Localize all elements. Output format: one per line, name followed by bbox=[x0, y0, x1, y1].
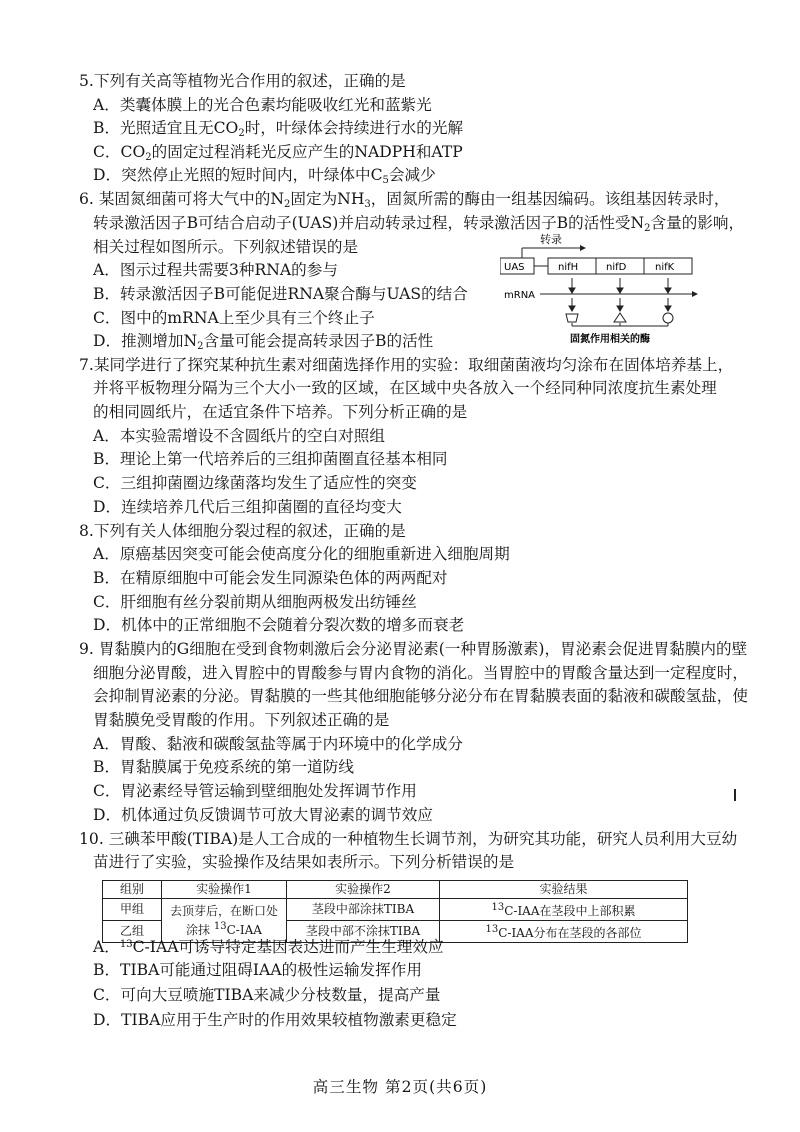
table-header-row bbox=[103, 881, 688, 899]
q10-stem-line-1: 10. 三碘苯甲酸(TIBA)是人工合成的一种植物生长调节剂，为研究其功能，研究人员利用大豆幼 bbox=[79, 830, 738, 848]
q8-option-b: B．在精原细胞中可能会发生同源染色体的两两配对 bbox=[93, 569, 448, 587]
q9-stem-line-4: 胃黏膜免受胃酸的作用。下列叙述正确的是 bbox=[93, 711, 390, 729]
q5-option-c: C．$CO_2$的固定过程消耗光反应产生的NADPH和ATP bbox=[93, 143, 463, 163]
transcribe-label: 转录 bbox=[540, 233, 562, 246]
q5-option-d: D．突然停止光照的短时间内，叶绿体中$C_5$会减少 bbox=[93, 166, 436, 186]
gene-nifH: nifH bbox=[558, 262, 579, 273]
table-cell: $^{13}$C-IAA在茎段中上部积累 bbox=[440, 899, 688, 921]
q6-stem-line-2: 转录激活因子B可结合启动子(UAS)并启动转录过程，转录激活因子B的活性受$N_2$含量的影响， bbox=[93, 214, 745, 234]
page-footer: 高三生物 第2页(共6页) bbox=[312, 1078, 488, 1096]
q9-option-a: A．胃酸、黏液和碳酸氢盐等属于内环境中的化学成分 bbox=[93, 735, 463, 753]
table-cell-operation-1: 去顶芽后，在断口处 涂抹 $^{13}$C-IAA bbox=[162, 899, 287, 943]
table-row bbox=[103, 899, 688, 921]
q9-option-d: D．机体通过负反馈调节可放大胃泌素的调节效应 bbox=[93, 806, 433, 824]
q9-stem-line-2: 细胞分泌胃酸，进入胃腔中的胃酸参与胃内食物的消化。当胃腔中的胃酸含量达到一定程度时， bbox=[93, 664, 748, 682]
q7-option-b: B．理论上第一代培养后的三组抑菌圈直径基本相同 bbox=[93, 450, 448, 468]
table-cell: 甲组 bbox=[103, 899, 162, 921]
q6-option-a: A．图示过程共需要3种RNA的参与 bbox=[93, 261, 338, 279]
enzyme-shape-3 bbox=[663, 313, 673, 323]
table-cell: 茎段中部涂抹TIBA bbox=[287, 899, 440, 921]
q7-option-c: C．三组抑菌圈边缘菌落均发生了适应性的突变 bbox=[93, 474, 417, 492]
q9-option-b: B．胃黏膜属于免疫系统的第一道防线 bbox=[93, 758, 354, 776]
q8-option-a: A．原癌基因突变可能会使高度分化的细胞重新进入细胞周期 bbox=[93, 545, 510, 563]
gene-nifD: nifD bbox=[606, 262, 627, 273]
q6-stem-line-3: 相关过程如图所示。下列叙述错误的是 bbox=[93, 238, 359, 256]
experiment-table bbox=[102, 880, 688, 943]
q9-option-c: C．胃泌素经导管运输到壁细胞处发挥调节作用 bbox=[93, 782, 417, 800]
q6-option-c: C．图中的mRNA上至少具有三个终止子 bbox=[93, 309, 375, 327]
table-cell: 乙组 bbox=[103, 921, 162, 943]
table-header: 实验操作1 bbox=[162, 881, 287, 899]
q5-stem: 5.下列有关高等植物光合作用的叙述，正确的是 bbox=[79, 72, 406, 90]
table-header: 实验结果 bbox=[440, 881, 688, 899]
margin-mark bbox=[734, 789, 736, 801]
q10-stem-line-2: 苗进行了实验，实验操作及结果如表所示。下列分析错误的是 bbox=[93, 853, 515, 871]
table-header: 组别 bbox=[103, 881, 162, 899]
q6-option-d: D．推测增加$N_2$含量可能会提高转录因子B的活性 bbox=[93, 332, 434, 352]
q7-stem-line-1: 7.某同学进行了探究某种抗生素对细菌选择作用的实验：取细菌菌液均匀涂布在固体培养基上， bbox=[79, 356, 734, 374]
q7-option-a: A．本实验需增设不含圆纸片的空白对照组 bbox=[93, 427, 385, 445]
uas-label: UAS bbox=[504, 262, 525, 273]
table-cell: $^{13}$C-IAA分布在茎段的各部位 bbox=[440, 921, 688, 943]
gene-nifK: nifK bbox=[655, 262, 675, 273]
enzyme-shape-2 bbox=[614, 313, 626, 322]
q9-stem-line-1: 9. 胃黏膜内的G细胞在受到食物刺激后会分泌胃泌素(一种胃肠激素)，胃泌素会促进胃黏膜内的壁 bbox=[79, 640, 748, 658]
q8-stem: 8.下列有关人体细胞分裂过程的叙述，正确的是 bbox=[79, 522, 406, 540]
table-header: 实验操作2 bbox=[287, 881, 440, 899]
table-cell: 茎段中部不涂抹TIBA bbox=[287, 921, 440, 943]
q6-stem-line-1: 6. 某固氮细菌可将大气中的$N_2$固定为$NH_3$，固氮所需的酶由一组基因编码。该组基因转录时， bbox=[79, 190, 730, 210]
enzyme-caption: 固氮作用相关的酶 bbox=[570, 334, 650, 345]
q10-option-a: A．$^{13}$C-IAA可诱导特定基因表达进而产生生理效应 bbox=[93, 938, 444, 956]
enzyme-shape-1 bbox=[566, 314, 578, 322]
transcription-diagram bbox=[500, 230, 700, 350]
transcribe-arrowhead bbox=[580, 245, 586, 251]
q7-stem-line-2: 并将平板物理分隔为三个大小一致的区域，在区域中央各放入一个经同种同浓度抗生素处理 bbox=[93, 379, 717, 397]
q10-option-b: B．TIBA可能通过阻碍IAA的极性运输发挥作用 bbox=[93, 961, 422, 979]
q10-option-d: D．TIBA应用于生产时的作用效果较植物激素更稳定 bbox=[93, 1011, 457, 1029]
q8-option-c: C．肝细胞有丝分裂前期从细胞两极发出纺锤丝 bbox=[93, 593, 417, 611]
q5-option-a: A．类囊体膜上的光合色素均能吸收红光和蓝紫光 bbox=[93, 96, 432, 114]
q6-option-b: B．转录激活因子B可能促进RNA聚合酶与UAS的结合 bbox=[93, 285, 468, 303]
q5-option-b: B．光照适宜且无$CO_2$时，叶绿体会持续进行水的光解 bbox=[93, 119, 464, 139]
q7-stem-line-3: 的相同圆纸片，在适宜条件下培养。下列分析正确的是 bbox=[93, 403, 468, 421]
q9-stem-line-3: 会抑制胃泌素的分泌。胃黏膜的一些其他细胞能够分泌分布在胃黏膜表面的黏液和碳酸氢盐，使 bbox=[93, 687, 748, 705]
mrna-label: mRNA bbox=[504, 290, 536, 301]
q10-option-c: C．可向大豆喷施TIBA来减少分枝数量，提高产量 bbox=[93, 986, 441, 1004]
q8-option-d: D．机体中的正常细胞不会随着分裂次数的增多而衰老 bbox=[93, 616, 465, 634]
q7-option-d: D．连续培养几代后三组抑菌圈的直径均变大 bbox=[93, 498, 402, 516]
